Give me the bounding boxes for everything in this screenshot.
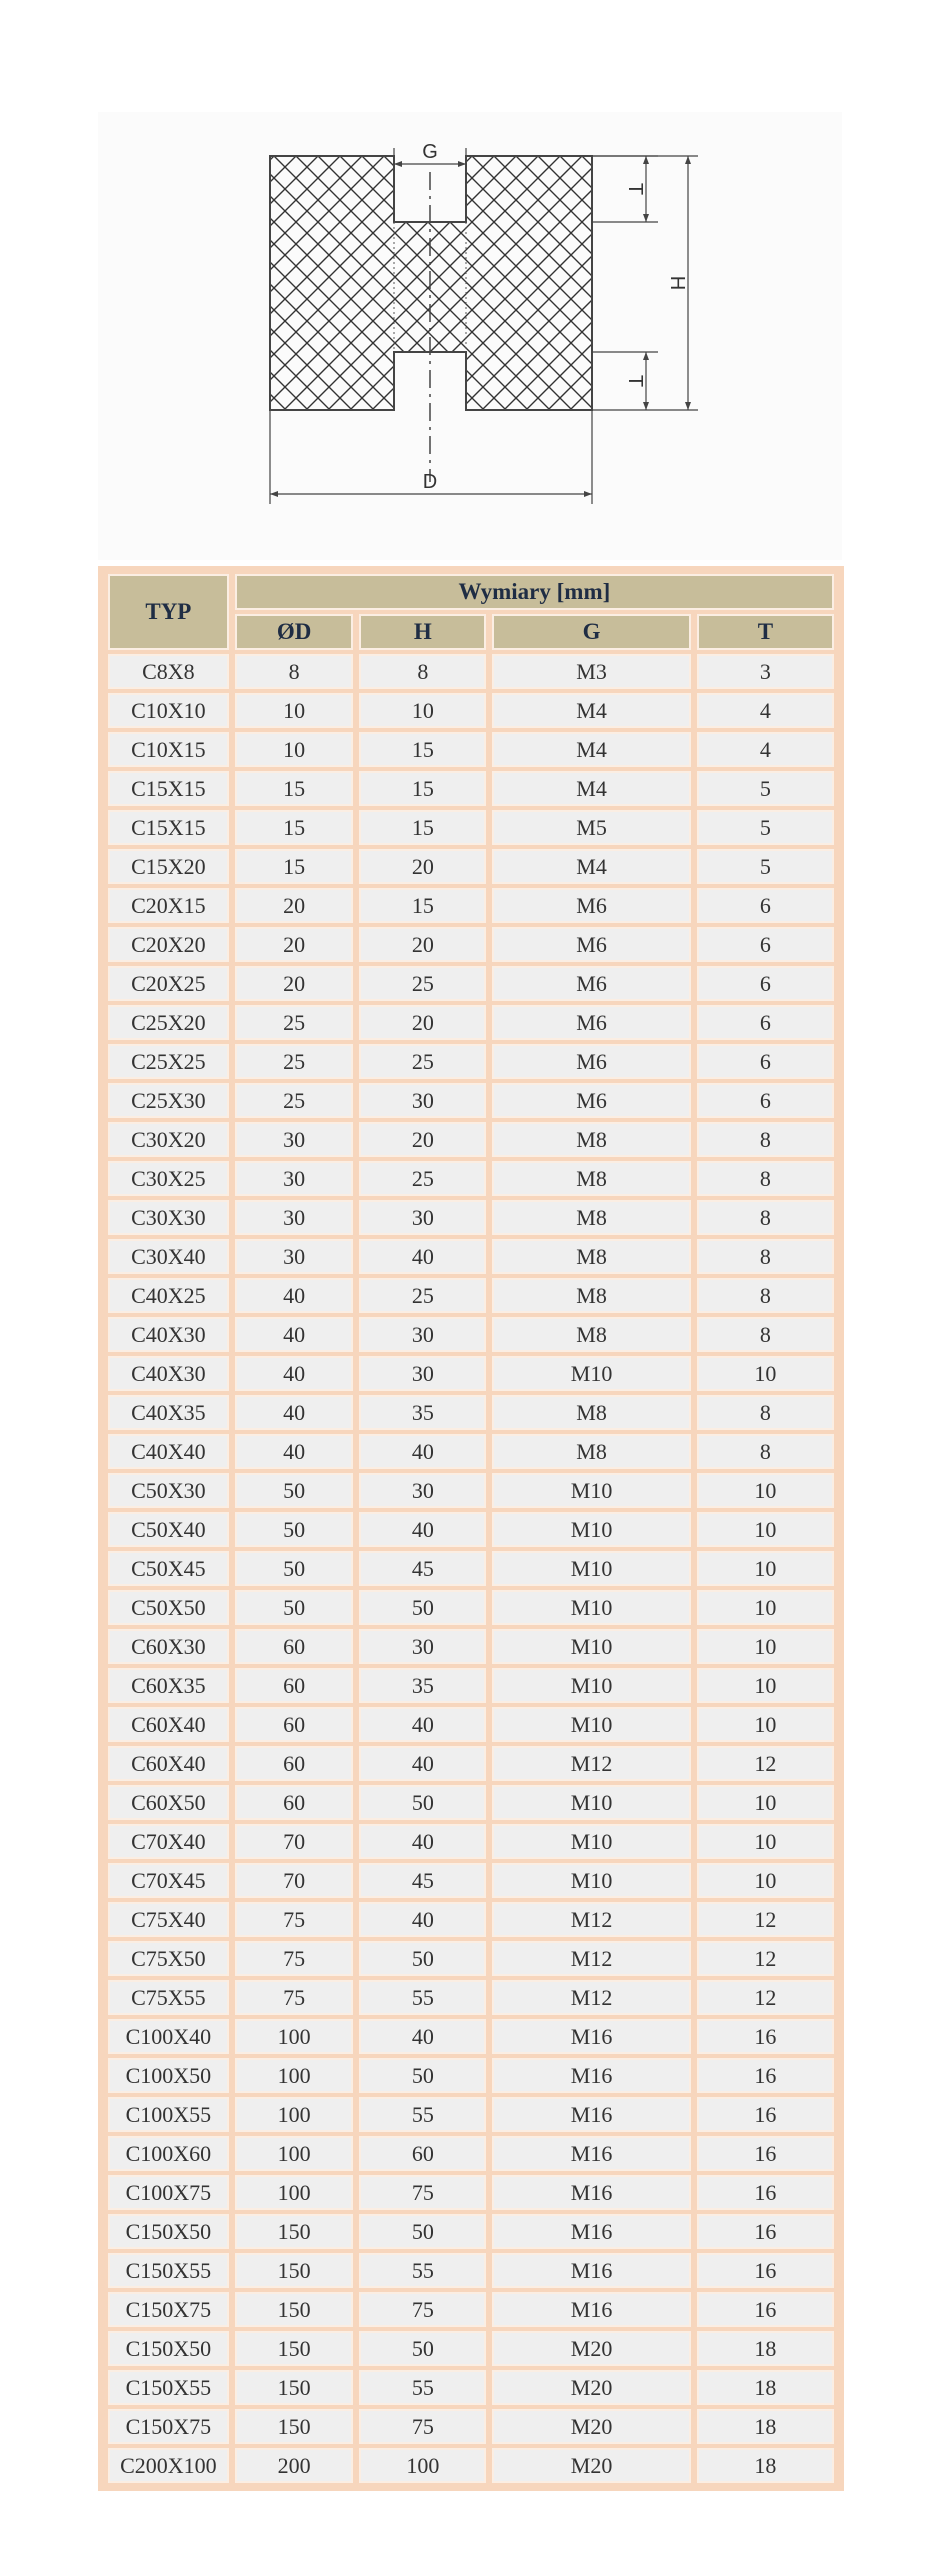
table-row: [108, 1941, 834, 1976]
h-cell: 55: [359, 1980, 486, 2015]
g-cell: M16: [492, 2292, 691, 2327]
g-cell: M20: [492, 2331, 691, 2366]
od-cell: 50: [235, 1512, 354, 1547]
h-cell: 60: [359, 2136, 486, 2171]
typ-cell: C70X40: [108, 1824, 229, 1859]
g-cell: M8: [492, 1434, 691, 1469]
g-cell: M10: [492, 1512, 691, 1547]
typ-cell: C60X40: [108, 1746, 229, 1781]
g-cell: M10: [492, 1629, 691, 1664]
t-cell: 10: [697, 1824, 834, 1859]
g-cell: M6: [492, 966, 691, 1001]
h-cell: 75: [359, 2175, 486, 2210]
h-cell: 35: [359, 1395, 486, 1430]
table-row: [108, 654, 834, 689]
typ-cell: C50X40: [108, 1512, 229, 1547]
typ-cell: C150X55: [108, 2370, 229, 2405]
od-cell: 40: [235, 1317, 354, 1352]
t-cell: 16: [697, 2292, 834, 2327]
typ-cell: C15X15: [108, 771, 229, 806]
g-cell: M10: [492, 1707, 691, 1742]
dimensions-table: [102, 570, 840, 2487]
h-cell: 25: [359, 1161, 486, 1196]
od-cell: 20: [235, 966, 354, 1001]
od-cell: 100: [235, 2136, 354, 2171]
h-cell: 40: [359, 1746, 486, 1781]
table-row: [108, 2409, 834, 2444]
typ-cell: C60X50: [108, 1785, 229, 1820]
typ-cell: C20X20: [108, 927, 229, 962]
g-cell: M12: [492, 1980, 691, 2015]
h-cell: 15: [359, 771, 486, 806]
od-cell: 60: [235, 1746, 354, 1781]
h-cell: 50: [359, 2331, 486, 2366]
t-cell: 16: [697, 2097, 834, 2132]
g-cell: M12: [492, 1746, 691, 1781]
t-cell: 16: [697, 2136, 834, 2171]
header-wymiary: Wymiary [mm]: [235, 574, 834, 610]
h-cell: 25: [359, 966, 486, 1001]
typ-cell: C25X25: [108, 1044, 229, 1079]
od-cell: 25: [235, 1044, 354, 1079]
typ-cell: C8X8: [108, 654, 229, 689]
table-row: [108, 2058, 834, 2093]
od-cell: 50: [235, 1551, 354, 1586]
od-cell: 70: [235, 1824, 354, 1859]
od-cell: 10: [235, 693, 354, 728]
table-body: [108, 654, 834, 2483]
typ-cell: C100X60: [108, 2136, 229, 2171]
t-cell: 6: [697, 1083, 834, 1118]
typ-cell: C25X20: [108, 1005, 229, 1040]
od-cell: 150: [235, 2253, 354, 2288]
typ-cell: C40X30: [108, 1317, 229, 1352]
table-row: [108, 1629, 834, 1664]
od-cell: 100: [235, 2097, 354, 2132]
t-cell: 8: [697, 1200, 834, 1235]
label-t-top: T: [624, 182, 646, 196]
header-typ: TYP: [108, 574, 229, 650]
table-row: [108, 2097, 834, 2132]
table-row: [108, 1473, 834, 1508]
od-cell: 60: [235, 1707, 354, 1742]
h-cell: 25: [359, 1278, 486, 1313]
typ-cell: C40X40: [108, 1434, 229, 1469]
h-cell: 30: [359, 1317, 486, 1352]
t-cell: 18: [697, 2331, 834, 2366]
h-cell: 75: [359, 2292, 486, 2327]
typ-cell: C100X75: [108, 2175, 229, 2210]
table-row: [108, 2175, 834, 2210]
label-h: H: [666, 275, 688, 291]
g-cell: M12: [492, 1902, 691, 1937]
od-cell: 20: [235, 927, 354, 962]
od-cell: 10: [235, 732, 354, 767]
od-cell: 100: [235, 2175, 354, 2210]
typ-cell: C150X75: [108, 2292, 229, 2327]
header-h: H: [359, 614, 486, 650]
h-cell: 50: [359, 2214, 486, 2249]
header-t: T: [697, 614, 834, 650]
g-cell: M10: [492, 1824, 691, 1859]
table-row: [108, 1083, 834, 1118]
h-cell: 15: [359, 888, 486, 923]
g-cell: M16: [492, 2019, 691, 2054]
typ-cell: C150X55: [108, 2253, 229, 2288]
typ-cell: C30X30: [108, 1200, 229, 1235]
table-row: [108, 849, 834, 884]
g-cell: M8: [492, 1200, 691, 1235]
od-cell: 30: [235, 1161, 354, 1196]
h-cell: 100: [359, 2448, 486, 2483]
typ-cell: C100X40: [108, 2019, 229, 2054]
t-cell: 10: [697, 1785, 834, 1820]
t-cell: 16: [697, 2019, 834, 2054]
h-cell: 50: [359, 1785, 486, 1820]
h-cell: 75: [359, 2409, 486, 2444]
technical-drawing: [98, 112, 842, 560]
h-cell: 50: [359, 1941, 486, 1976]
od-cell: 15: [235, 849, 354, 884]
g-cell: M10: [492, 1590, 691, 1625]
g-cell: M4: [492, 849, 691, 884]
od-cell: 25: [235, 1005, 354, 1040]
g-cell: M8: [492, 1122, 691, 1157]
t-cell: 4: [697, 693, 834, 728]
od-cell: 30: [235, 1239, 354, 1274]
od-cell: 100: [235, 2019, 354, 2054]
g-cell: M20: [492, 2370, 691, 2405]
table-row: [108, 2448, 834, 2483]
g-cell: M10: [492, 1473, 691, 1508]
typ-cell: C20X25: [108, 966, 229, 1001]
label-d: D: [422, 471, 438, 493]
typ-cell: C50X45: [108, 1551, 229, 1586]
table-row: [108, 1122, 834, 1157]
t-cell: 6: [697, 1044, 834, 1079]
dimensions-table-frame: [98, 566, 844, 2491]
od-cell: 25: [235, 1083, 354, 1118]
table-row: [108, 1824, 834, 1859]
g-cell: M5: [492, 810, 691, 845]
typ-cell: C15X20: [108, 849, 229, 884]
g-cell: M10: [492, 1863, 691, 1898]
t-cell: 12: [697, 1980, 834, 2015]
g-cell: M16: [492, 2058, 691, 2093]
t-cell: 16: [697, 2253, 834, 2288]
od-cell: 8: [235, 654, 354, 689]
typ-cell: C60X40: [108, 1707, 229, 1742]
g-cell: M4: [492, 693, 691, 728]
typ-cell: C50X30: [108, 1473, 229, 1508]
mount-body: [270, 156, 592, 410]
od-cell: 60: [235, 1785, 354, 1820]
typ-cell: C40X30: [108, 1356, 229, 1391]
typ-cell: C60X35: [108, 1668, 229, 1703]
table-row: [108, 927, 834, 962]
h-cell: 50: [359, 2058, 486, 2093]
typ-cell: C75X55: [108, 1980, 229, 2015]
table-row: [108, 2253, 834, 2288]
od-cell: 20: [235, 888, 354, 923]
od-cell: 50: [235, 1473, 354, 1508]
h-cell: 30: [359, 1083, 486, 1118]
table-row: [108, 1980, 834, 2015]
od-cell: 40: [235, 1434, 354, 1469]
od-cell: 150: [235, 2331, 354, 2366]
t-cell: 10: [697, 1356, 834, 1391]
od-cell: 40: [235, 1278, 354, 1313]
typ-cell: C30X40: [108, 1239, 229, 1274]
t-cell: 5: [697, 810, 834, 845]
g-cell: M16: [492, 2097, 691, 2132]
table-row: [108, 1902, 834, 1937]
table-row: [108, 1278, 834, 1313]
label-g: G: [422, 141, 438, 163]
g-cell: M6: [492, 888, 691, 923]
od-cell: 150: [235, 2370, 354, 2405]
t-cell: 10: [697, 1707, 834, 1742]
table-row: [108, 1512, 834, 1547]
t-cell: 10: [697, 1668, 834, 1703]
od-cell: 150: [235, 2409, 354, 2444]
h-cell: 8: [359, 654, 486, 689]
g-cell: M16: [492, 2175, 691, 2210]
t-cell: 8: [697, 1434, 834, 1469]
g-cell: M8: [492, 1239, 691, 1274]
t-cell: 6: [697, 888, 834, 923]
t-cell: 16: [697, 2214, 834, 2249]
g-cell: M3: [492, 654, 691, 689]
od-cell: 60: [235, 1668, 354, 1703]
typ-cell: C70X45: [108, 1863, 229, 1898]
table-row: [108, 1044, 834, 1079]
g-cell: M8: [492, 1161, 691, 1196]
t-cell: 10: [697, 1551, 834, 1586]
h-cell: 20: [359, 1122, 486, 1157]
od-cell: 75: [235, 1941, 354, 1976]
table-row: [108, 2331, 834, 2366]
typ-cell: C30X20: [108, 1122, 229, 1157]
h-cell: 55: [359, 2370, 486, 2405]
h-cell: 20: [359, 849, 486, 884]
od-cell: 150: [235, 2214, 354, 2249]
g-cell: M10: [492, 1356, 691, 1391]
table-row: [108, 1785, 834, 1820]
h-cell: 40: [359, 1824, 486, 1859]
g-cell: M8: [492, 1317, 691, 1352]
t-cell: 8: [697, 1161, 834, 1196]
typ-cell: C200X100: [108, 2448, 229, 2483]
od-cell: 15: [235, 771, 354, 806]
od-cell: 75: [235, 1902, 354, 1937]
g-cell: M6: [492, 927, 691, 962]
od-cell: 60: [235, 1629, 354, 1664]
g-cell: M20: [492, 2409, 691, 2444]
t-cell: 12: [697, 1746, 834, 1781]
typ-cell: C50X50: [108, 1590, 229, 1625]
typ-cell: C60X30: [108, 1629, 229, 1664]
h-cell: 40: [359, 1902, 486, 1937]
table-row: [108, 1395, 834, 1430]
typ-cell: C75X40: [108, 1902, 229, 1937]
g-cell: M16: [492, 2253, 691, 2288]
t-cell: 10: [697, 1629, 834, 1664]
t-cell: 18: [697, 2448, 834, 2483]
h-cell: 30: [359, 1629, 486, 1664]
table-row: [108, 2370, 834, 2405]
od-cell: 30: [235, 1200, 354, 1235]
t-cell: 16: [697, 2175, 834, 2210]
t-cell: 10: [697, 1512, 834, 1547]
typ-cell: C100X50: [108, 2058, 229, 2093]
typ-cell: C100X55: [108, 2097, 229, 2132]
table-row: [108, 1590, 834, 1625]
h-cell: 35: [359, 1668, 486, 1703]
t-cell: 8: [697, 1317, 834, 1352]
h-cell: 40: [359, 1512, 486, 1547]
t-cell: 10: [697, 1863, 834, 1898]
od-cell: 30: [235, 1122, 354, 1157]
h-cell: 30: [359, 1200, 486, 1235]
t-cell: 6: [697, 927, 834, 962]
t-cell: 6: [697, 966, 834, 1001]
h-cell: 20: [359, 927, 486, 962]
g-cell: M10: [492, 1668, 691, 1703]
od-cell: 70: [235, 1863, 354, 1898]
g-cell: M10: [492, 1551, 691, 1586]
h-cell: 40: [359, 2019, 486, 2054]
t-cell: 12: [697, 1902, 834, 1937]
h-cell: 55: [359, 2253, 486, 2288]
t-cell: 3: [697, 654, 834, 689]
table-row: [108, 2019, 834, 2054]
g-cell: M16: [492, 2136, 691, 2171]
table-row: [108, 1200, 834, 1235]
h-cell: 40: [359, 1434, 486, 1469]
od-cell: 40: [235, 1356, 354, 1391]
h-cell: 25: [359, 1044, 486, 1079]
g-cell: M10: [492, 1785, 691, 1820]
typ-cell: C150X50: [108, 2331, 229, 2366]
g-cell: M6: [492, 1044, 691, 1079]
od-cell: 15: [235, 810, 354, 845]
table-row: [108, 1551, 834, 1586]
table-row: [108, 2136, 834, 2171]
table-row: [108, 1434, 834, 1469]
g-cell: M20: [492, 2448, 691, 2483]
table-row: [108, 1746, 834, 1781]
table-row: [108, 966, 834, 1001]
table-row: [108, 2292, 834, 2327]
g-cell: M6: [492, 1005, 691, 1040]
t-cell: 6: [697, 1005, 834, 1040]
table-row: [108, 693, 834, 728]
table-row: [108, 1863, 834, 1898]
typ-cell: C150X75: [108, 2409, 229, 2444]
g-cell: M16: [492, 2214, 691, 2249]
h-cell: 50: [359, 1590, 486, 1625]
t-cell: 5: [697, 849, 834, 884]
typ-cell: C10X10: [108, 693, 229, 728]
od-cell: 100: [235, 2058, 354, 2093]
h-cell: 45: [359, 1551, 486, 1586]
h-cell: 30: [359, 1473, 486, 1508]
table-row: [108, 1356, 834, 1391]
typ-cell: C10X15: [108, 732, 229, 767]
typ-cell: C40X25: [108, 1278, 229, 1313]
od-cell: 75: [235, 1980, 354, 2015]
typ-cell: C30X25: [108, 1161, 229, 1196]
label-t-bottom: T: [624, 374, 646, 388]
header-od: ØD: [235, 614, 354, 650]
h-cell: 45: [359, 1863, 486, 1898]
h-cell: 55: [359, 2097, 486, 2132]
table-row: [108, 1239, 834, 1274]
header-g: G: [492, 614, 691, 650]
g-cell: M4: [492, 732, 691, 767]
od-cell: 50: [235, 1590, 354, 1625]
t-cell: 16: [697, 2058, 834, 2093]
h-cell: 40: [359, 1707, 486, 1742]
table-row: [108, 1317, 834, 1352]
table-row: [108, 1005, 834, 1040]
t-cell: 8: [697, 1278, 834, 1313]
od-cell: 150: [235, 2292, 354, 2327]
t-cell: 12: [697, 1941, 834, 1976]
typ-cell: C40X35: [108, 1395, 229, 1430]
t-cell: 4: [697, 732, 834, 767]
g-cell: M6: [492, 1083, 691, 1118]
table-row: [108, 1668, 834, 1703]
t-cell: 8: [697, 1395, 834, 1430]
od-cell: 200: [235, 2448, 354, 2483]
h-cell: 40: [359, 1239, 486, 1274]
h-cell: 15: [359, 810, 486, 845]
t-cell: 10: [697, 1473, 834, 1508]
typ-cell: C20X15: [108, 888, 229, 923]
t-cell: 8: [697, 1239, 834, 1274]
h-cell: 20: [359, 1005, 486, 1040]
typ-cell: C75X50: [108, 1941, 229, 1976]
table-row: [108, 888, 834, 923]
t-cell: 5: [697, 771, 834, 806]
g-cell: M12: [492, 1941, 691, 1976]
typ-cell: C150X50: [108, 2214, 229, 2249]
g-cell: M8: [492, 1278, 691, 1313]
t-cell: 18: [697, 2370, 834, 2405]
t-cell: 18: [697, 2409, 834, 2444]
h-cell: 30: [359, 1356, 486, 1391]
g-cell: M8: [492, 1395, 691, 1430]
table-row: [108, 1707, 834, 1742]
typ-cell: C15X15: [108, 810, 229, 845]
od-cell: 40: [235, 1395, 354, 1430]
t-cell: 8: [697, 1122, 834, 1157]
table-row: [108, 810, 834, 845]
typ-cell: C25X30: [108, 1083, 229, 1118]
t-cell: 10: [697, 1590, 834, 1625]
table-row: [108, 732, 834, 767]
table-row: [108, 1161, 834, 1196]
table-row: [108, 771, 834, 806]
g-cell: M4: [492, 771, 691, 806]
table-row: [108, 2214, 834, 2249]
h-cell: 10: [359, 693, 486, 728]
h-cell: 15: [359, 732, 486, 767]
